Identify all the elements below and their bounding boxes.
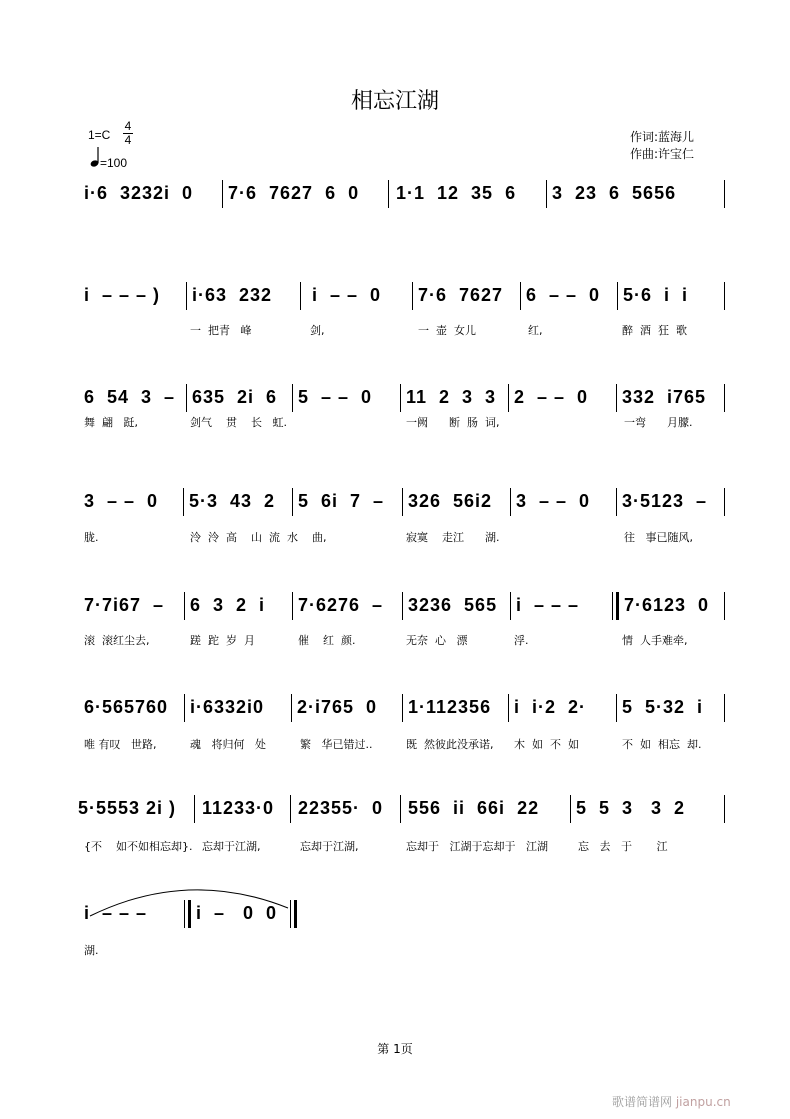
bar-line	[617, 282, 618, 310]
time-signature-bottom: 4	[124, 133, 132, 147]
lyric-text: 舞 翩 跹,	[84, 416, 138, 429]
measure: i – – –	[516, 595, 580, 615]
measure: 6 3 2 i	[190, 595, 266, 615]
measure: 5 5·32 i	[622, 697, 704, 717]
lyric-text: 唯 有叹 世路,	[84, 738, 157, 751]
measure: 2 – – 0	[514, 387, 589, 407]
bar-line	[724, 795, 725, 823]
bar-line	[194, 795, 195, 823]
measure: 3 – – 0	[84, 491, 159, 511]
bar-line	[400, 384, 401, 412]
bar-line	[616, 488, 617, 516]
measure: 5·3 43 2	[189, 491, 276, 511]
lyric-text: 忘却于江湖,	[300, 840, 359, 853]
measure: i·63 232	[192, 285, 273, 305]
measure: 3236 565	[408, 595, 498, 615]
lyric-text: 红,	[528, 324, 543, 337]
lyric-text: 胧.	[84, 531, 99, 544]
watermark-url: jianpu.cn	[675, 1095, 731, 1109]
bar-line	[186, 282, 187, 310]
bar-line	[616, 384, 617, 412]
watermark	[612, 1093, 731, 1110]
bar-line	[724, 488, 725, 516]
score-row-2	[0, 280, 790, 310]
score-row-5	[0, 590, 790, 620]
bar-line	[388, 180, 389, 208]
measure: i·6 3232i 0	[84, 183, 194, 203]
lyric-text: 剑,	[310, 324, 325, 337]
measure: 556 ii 66i 22	[408, 798, 540, 818]
bar-line	[508, 384, 509, 412]
lyric-text: 情 人手难牵,	[622, 634, 688, 647]
lyric-row-3	[0, 414, 790, 430]
score-row-1	[0, 178, 790, 208]
measure: 7·6 7627 6 0	[228, 183, 360, 203]
bar-line	[186, 384, 187, 412]
bar-line	[616, 694, 617, 722]
lyric-row-5	[0, 632, 790, 648]
bar-line	[290, 795, 291, 823]
measure: 11233·0	[202, 798, 275, 818]
lyric-text: 往 事已随风,	[624, 531, 693, 544]
song-title: 相忘江湖	[350, 89, 439, 114]
score-row-7	[0, 793, 790, 823]
measure: 332 i765	[622, 387, 707, 407]
lyric-row-4	[0, 529, 790, 545]
measure: 5 5 3 3 2	[576, 798, 686, 818]
measure: 2·i765 0	[297, 697, 378, 717]
lyric-text: 繁 华已错过..	[300, 738, 373, 751]
lyric-text: 滚 滚红尘去,	[84, 634, 150, 647]
time-signature	[122, 120, 134, 147]
lyric-text: 一阙 断 肠 词,	[406, 416, 500, 429]
measure: 6·565760	[84, 697, 169, 717]
repeat-bar-line-thick	[188, 900, 191, 928]
bar-line	[412, 282, 413, 310]
measure: i – 0 0	[196, 903, 278, 923]
measure: i – – 0	[312, 285, 382, 305]
watermark-name: 歌谱简谱网	[612, 1095, 673, 1109]
measure: 7·6 7627	[418, 285, 504, 305]
measure: 326 56i2	[408, 491, 493, 511]
lyric-row-2	[0, 322, 790, 338]
lyric-text: 泠 泠 高 山 流 水 曲,	[190, 531, 327, 544]
bar-line	[402, 694, 403, 722]
tempo-value: =100	[100, 156, 128, 170]
lyric-text: 醉 酒 狂 歌	[622, 324, 687, 337]
lyric-text: 剑气 贯 长 虹.	[190, 416, 287, 429]
lyric-text: {不 如不如相忘却}.	[84, 840, 193, 853]
score-row-4	[0, 486, 790, 516]
repeat-bar-line-thick	[616, 592, 619, 620]
lyric-text: 浮.	[514, 634, 529, 647]
bar-line	[292, 592, 293, 620]
measure: i – – – )	[84, 285, 161, 305]
measure: 11 2 3 3	[406, 387, 497, 407]
lyric-row-8	[0, 942, 790, 958]
composer-credit: 作曲:许宝仁	[630, 147, 695, 161]
bar-line	[724, 694, 725, 722]
final-bar-line-thick	[294, 900, 297, 928]
measure: 5·6 i i	[623, 285, 689, 305]
measure: 6 – – 0	[526, 285, 601, 305]
measure: 3·5123 –	[622, 491, 708, 511]
bar-line	[520, 282, 521, 310]
bar-line	[402, 488, 403, 516]
bar-line	[724, 592, 725, 620]
lyric-text: 蹉 跎 岁 月	[190, 634, 255, 647]
bar-line	[184, 592, 185, 620]
lyric-text: 既 然彼此没承诺,	[406, 738, 494, 751]
bar-line	[183, 488, 184, 516]
bar-line	[510, 488, 511, 516]
bar-line	[402, 592, 403, 620]
measure: 635 2i 6	[192, 387, 278, 407]
measure: 1·112356	[408, 697, 492, 717]
lyric-text: 寂寞 走江 湖.	[406, 531, 500, 544]
lyric-text: 一 壶 女儿	[418, 324, 476, 337]
measure: 3 23 6 5656	[552, 183, 677, 203]
measure: 5·5553 2i )	[78, 798, 177, 818]
measure: 7·6276 –	[298, 595, 384, 615]
lyric-text: 无奈 心 漂	[406, 634, 468, 647]
lyric-text: 魂 将归何 处	[190, 738, 266, 751]
measure: i·6332i0	[190, 697, 265, 717]
bar-line	[222, 180, 223, 208]
score-row-3	[0, 382, 790, 412]
bar-line	[724, 282, 725, 310]
lyric-row-6	[0, 736, 790, 752]
measure: 7·6123 0	[624, 595, 710, 615]
key-signature: 1=C	[88, 128, 111, 142]
lyric-text: 湖.	[84, 944, 99, 957]
lyric-text: 忘 去 于 江	[578, 840, 668, 853]
final-bar-line	[290, 900, 291, 928]
lyric-text: 催 红 颜.	[298, 634, 356, 647]
bar-line	[508, 694, 509, 722]
bar-line	[510, 592, 511, 620]
measure: i i·2 2·	[514, 697, 587, 717]
time-signature-top: 4	[124, 119, 132, 133]
bar-line	[300, 282, 301, 310]
bar-line	[184, 694, 185, 722]
lyric-text: 一 把青 峰	[190, 324, 252, 337]
score-row-8	[0, 898, 790, 928]
lyric-row-7	[0, 838, 790, 854]
bar-line	[400, 795, 401, 823]
measure: 5 6i 7 –	[298, 491, 385, 511]
measure: 5 – – 0	[298, 387, 373, 407]
measure: 3 – – 0	[516, 491, 591, 511]
repeat-bar-line	[184, 900, 185, 928]
measure: 7·7i67 –	[84, 595, 165, 615]
repeat-bar-line	[612, 592, 613, 620]
lyric-text: 不 如 相忘 却.	[622, 738, 702, 751]
bar-line	[724, 384, 725, 412]
measure: 22355· 0	[298, 798, 384, 818]
bar-line	[291, 694, 292, 722]
measure: i – – –	[84, 903, 148, 923]
lyric-text: 木 如 不 如	[514, 738, 579, 751]
bar-line	[724, 180, 725, 208]
lyricist-credit: 作词:蓝海儿	[630, 130, 695, 144]
score-row-6	[0, 692, 790, 722]
measure: 6 54 3 –	[84, 387, 176, 407]
lyric-text: 忘却于 江湖于忘却于 江湖	[406, 840, 548, 853]
lyric-text: 忘却于江湖,	[202, 840, 261, 853]
lyric-text: 一弯 月朦.	[624, 416, 693, 429]
bar-line	[546, 180, 547, 208]
bar-line	[292, 384, 293, 412]
bar-line	[570, 795, 571, 823]
bar-line	[292, 488, 293, 516]
measure: 1·1 12 35 6	[396, 183, 517, 203]
page-number: 第 1页	[377, 1042, 413, 1056]
